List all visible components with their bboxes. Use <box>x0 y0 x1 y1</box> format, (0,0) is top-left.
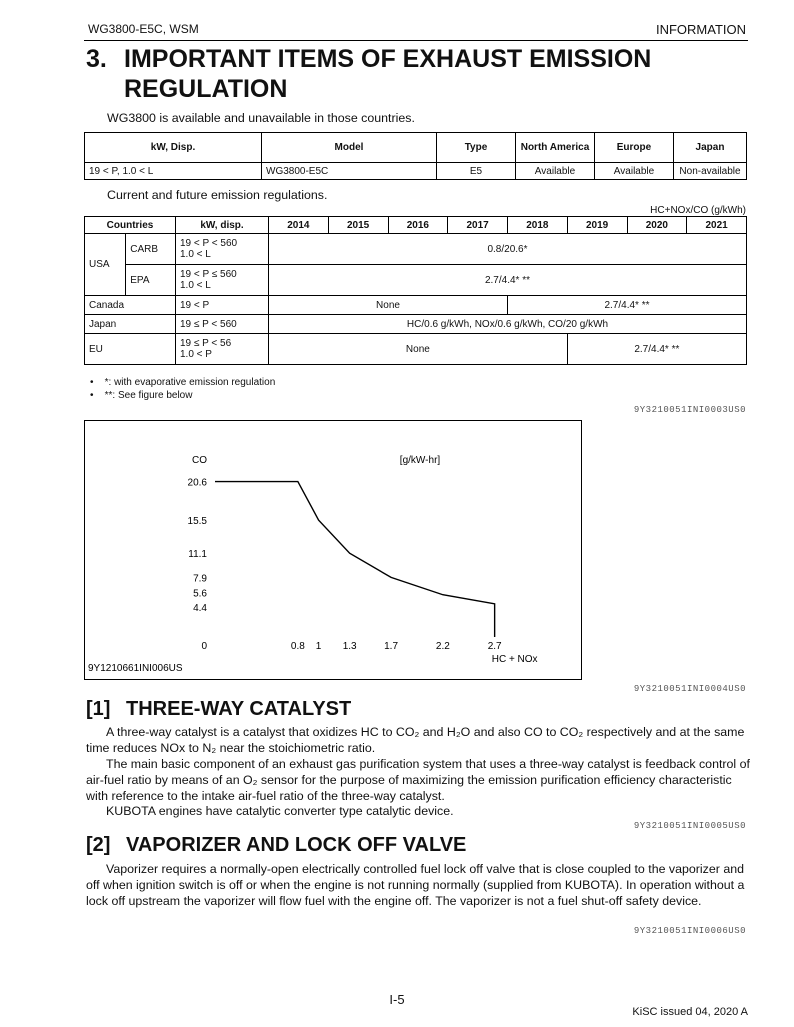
origin-label: 0 <box>201 641 207 652</box>
t1-header: kW, Disp. <box>85 133 262 163</box>
t2-header: 2017 <box>448 217 508 234</box>
t2-sub: EPA <box>126 265 176 296</box>
t1-cell: E5 <box>437 163 516 180</box>
y-tick-label: 4.4 <box>193 602 207 614</box>
intro2-text: Current and future emission regulations. <box>107 188 328 202</box>
x-tick-label: 1.3 <box>342 641 357 652</box>
page-number: I-5 <box>389 992 405 1007</box>
x-axis-label: HC + NOx <box>491 654 538 665</box>
t2-disp: 19 ≤ P < 560 <box>176 315 269 334</box>
intro-text: WG3800 is available and unavailable in those countries. <box>107 111 415 125</box>
t2-value: None <box>269 296 508 315</box>
t1-cell: 19 < P, 1.0 < L <box>85 163 262 180</box>
doc-code: 9Y3210051INI0003US0 <box>633 405 746 415</box>
x-tick-label: 2.2 <box>435 641 450 652</box>
availability-table <box>84 132 747 180</box>
t1-cell: WG3800-E5C <box>262 163 437 180</box>
t2-country: Canada <box>85 296 176 315</box>
page-header <box>88 22 746 37</box>
section-heading: [2] VAPORIZER AND LOCK OFF VALVE <box>86 834 467 856</box>
issue-label: KiSC issued 04, 2020 A <box>632 1006 748 1018</box>
t1-header: Europe <box>595 133 674 163</box>
section2-p1: Vaporizer requires a normally-open electrically controlled fuel lock off valve that is close coupled to the vaporizer and off when ignition switch is off or when the engine is not running normally (supplied from KUBOTA). In operation without a lock off upstream the vaporizer will flow fuel with the engine off. The vaporizer is not a fuel shut-off safety device. <box>86 862 745 908</box>
t1-header: North America <box>516 133 595 163</box>
t2-disp: 19 < P < 560 1.0 < L <box>176 234 269 265</box>
x-tick-label: 0.8 <box>290 641 305 652</box>
x-tick-label: 2.7 <box>487 641 502 652</box>
section1-p3: KUBOTA engines have catalytic converter type catalytic device. <box>106 804 454 818</box>
t2-value: 2.7/4.4* ** <box>567 334 746 365</box>
t2-header: Countries <box>85 217 176 234</box>
t2-country: Japan <box>85 315 176 334</box>
y-tick-label: 5.6 <box>193 588 207 600</box>
doc-code: 9Y3210051INI0006US0 <box>633 926 746 936</box>
y-axis-label: CO <box>192 455 207 466</box>
t1-header: Japan <box>674 133 747 163</box>
t2-country: EU <box>85 334 176 365</box>
t2-disp: 19 ≤ P < 56 1.0 < P <box>176 334 269 365</box>
section1-p2: The main basic component of an exhaust gas purification system that uses a three-way catalyst is feedback control of air-fuel ratio by means of an O₂ sensor for the purpose of maximizing the emission purification efficiency characteristic with reference to the intake air-fuel ratio of the three-way catalyst. <box>86 757 750 803</box>
t2-value: None <box>269 334 568 365</box>
t2-header: 2015 <box>328 217 388 234</box>
t2-value: HC/0.6 g/kWh, NOx/0.6 g/kWh, CO/20 g/kWh <box>269 315 747 334</box>
t2-disp: 19 < P ≤ 560 1.0 < L <box>176 265 269 296</box>
t2-value: 2.7/4.4* ** <box>269 265 747 296</box>
t1-cell: Non-available <box>674 163 747 180</box>
doc-code: 9Y3210051INI0004US0 <box>633 684 746 694</box>
t2-header: 2021 <box>687 217 747 234</box>
title-number: 3. <box>86 45 107 73</box>
emission-chart <box>85 421 581 679</box>
t1-cell: Available <box>516 163 595 180</box>
emission-curve <box>215 482 495 637</box>
t1-cell: Available <box>595 163 674 180</box>
section-heading: [1] THREE-WAY CATALYST <box>86 698 352 720</box>
t2-header: 2014 <box>269 217 329 234</box>
emission-figure <box>84 420 582 680</box>
doc-code: 9Y3210051INI0005US0 <box>633 821 746 831</box>
t2-disp: 19 < P <box>176 296 269 315</box>
t1-header: Type <box>437 133 516 163</box>
x-tick-label: 1.7 <box>384 641 399 652</box>
header-right: INFORMATION <box>655 22 746 37</box>
t2-value: 0.8/20.6* <box>269 234 747 265</box>
y-tick-label: 20.6 <box>187 477 207 489</box>
t2-header: 2016 <box>388 217 448 234</box>
unit-label: HC+NOx/CO (g/kWh) <box>650 205 746 216</box>
t2-header: kW, disp. <box>176 217 269 234</box>
y-tick-label: 7.9 <box>193 573 207 585</box>
t2-sub: CARB <box>126 234 176 265</box>
header-divider <box>84 40 748 41</box>
figure-id: 9Y1210661INI006US <box>88 663 183 674</box>
x-tick-label: 1 <box>315 641 322 652</box>
header-left: WG3800-E5C, WSM <box>88 22 199 36</box>
t2-header: 2020 <box>627 217 687 234</box>
regulation-table <box>84 216 747 365</box>
y-tick-label: 15.5 <box>187 516 207 528</box>
t2-header: 2018 <box>508 217 568 234</box>
t2-country: USA <box>85 234 126 296</box>
t2-value: 2.7/4.4* ** <box>508 296 747 315</box>
section1-p1: A three-way catalyst is a catalyst that oxidizes HC to CO₂ and H₂O and also CO to CO₂ respectively and at the same time reduces NOx to N₂ near the stoichiometric ratio. <box>86 725 745 755</box>
note-item: • *: with evaporative emission regulation <box>90 377 276 388</box>
y-tick-label: 11.1 <box>188 549 207 561</box>
unit-label: [g/kW-hr] <box>399 455 441 466</box>
t2-header: 2019 <box>567 217 627 234</box>
t1-header: Model <box>262 133 437 163</box>
title-text: IMPORTANT ITEMS OF EXHAUST EMISSION REGULATION <box>124 45 652 103</box>
note-item: • **: See figure below <box>90 390 193 401</box>
